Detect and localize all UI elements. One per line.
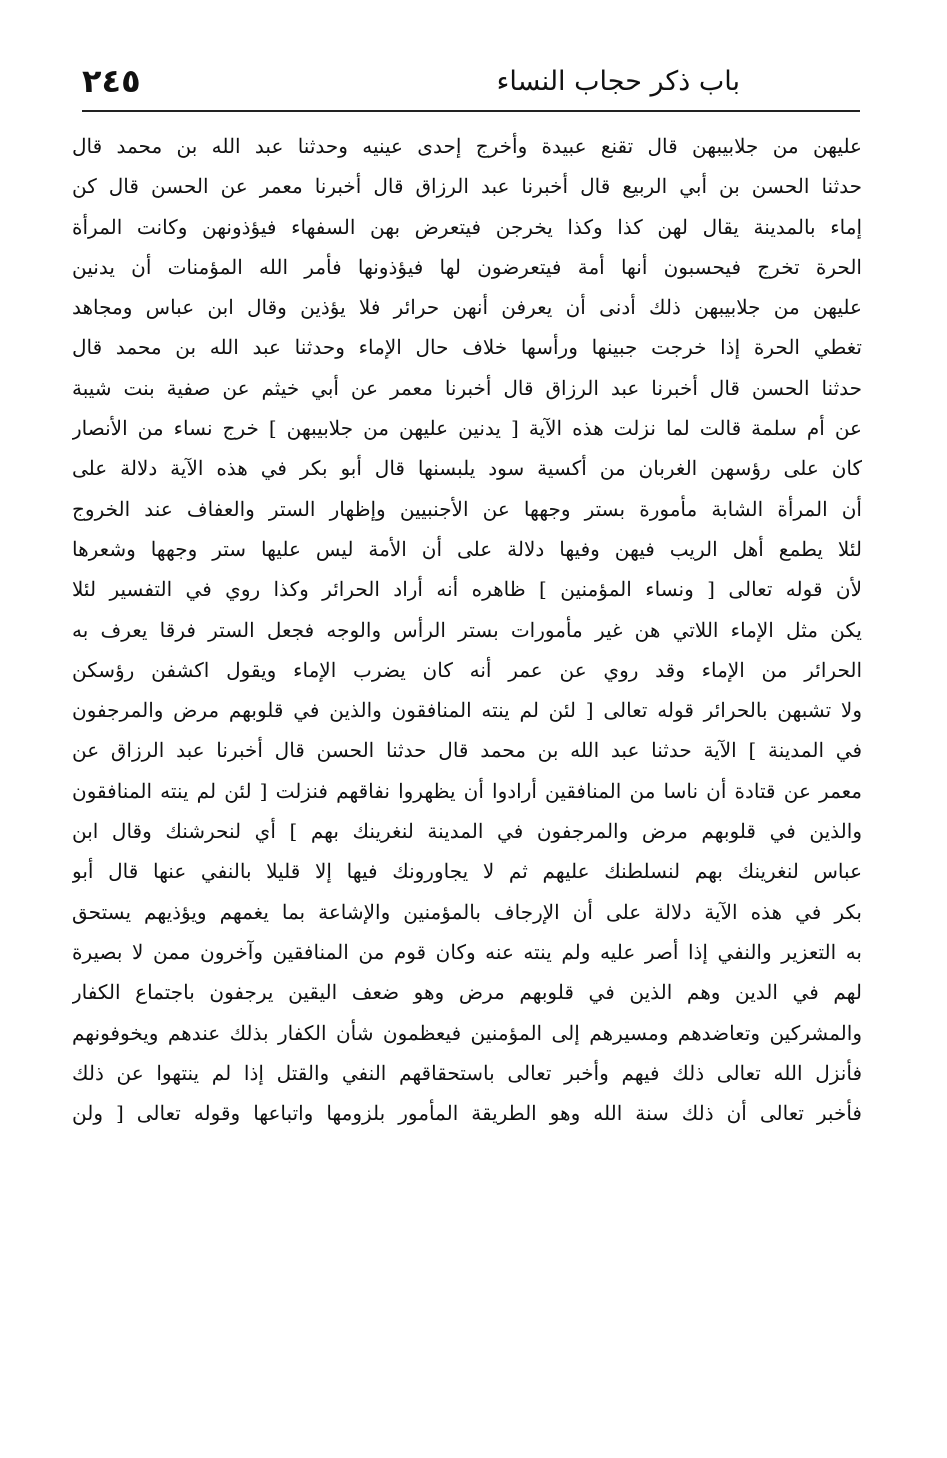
text-line: عليهن من جلابيبهن ذلك أدنى أن يعرفن أنهن حرائر فلا يؤذين وقال ابن عباس ومجاهد [72,295,862,320]
text-line: كان على رؤسهن الغربان من أكسية سود يلبسنها قال أبو بكر في هذه الآية دلالة على [72,456,862,481]
text-line: والذين في قلوبهم مرض والمرجفون في المدينة لنغرينك بهم ] أي لنحرشنك وقال ابن [72,819,862,844]
text-line: يكن مثل الإماء اللاتي هن غير مأمورات بستر الرأس والوجه فجعل الستر فرقا يعرف به [72,617,862,642]
text-line: حدثنا الحسن قال أخبرنا عبد الرزاق قال أخبرنا معمر عن أبي خيثم عن صفية بنت شيبة [72,375,862,400]
text-line: والمشركين وتعاضدهم ومسيرهم إلى المؤمنين فيعظمون شأن الكفار بذلك عندهم ويخوفونهم [72,1020,862,1045]
text-line: إماء بالمدينة يقال لهن كذا وكذا يخرجن فيتعرض بهن السفهاء فيؤذونهن وكانت المرأة [72,214,862,239]
text-line: حدثنا الحسن بن أبي الربيع قال أخبرنا عبد الرزاق قال أخبرنا معمر عن الحسن قال كن [72,174,862,199]
text-line: عباس لنغرينك بهم لنسلطنك عليهم ثم لا يجاورونك فيها إلا قليلا بالنفي عنها قال أبو [72,859,862,884]
header-rule [82,110,860,112]
text-line: فأنزل الله تعالى ذلك فيهم وأخبر تعالى باستحقاقهم النفي والقتل إذا لم ينتهوا عن ذلك [72,1060,862,1085]
text-line: لئلا يطمع أهل الريب فيهن وفيها دلالة على أن الأمة ليس عليها ستر وجهها وشعرها [72,536,862,561]
text-line: لهم في الدين وهم الذين في قلوبهم مرض وهو ضعف اليقين يرجفون باجتماع الكفار [72,980,862,1005]
text-line: عن أم سلمة قالت لما نزلت هذه الآية [ يدنين عليهن من جلابيبهن ] خرج نساء من الأنصار [72,416,862,441]
page-number: ٢٤٥ [82,62,141,100]
text-line: ولا تشبهن بالحرائر قوله تعالى [ لئن لم ينته المنافقون والذين في قلوبهم مرض والمرجفون [72,698,862,723]
text-line: أن المرأة الشابة مأمورة بستر وجهها عن الأجنبيين وإظهار الستر والعفاف عند الخروج [72,496,862,521]
text-line: الحرة تخرج فيحسبون أنها أمة فيتعرضون لها فيؤذونها فأمر الله المؤمنات أن يدنين [72,254,862,279]
text-line: في المدينة ] الآية حدثنا عبد الله بن محمد قال حدثنا الحسن قال أخبرنا عبد الرزاق عن [72,738,862,763]
text-line: الحرائر من الإماء وقد روي عن عمر أنه كان يضرب الإماء ويقول اكشفن رؤسكن [72,657,862,682]
text-line: فأخبر تعالى أن ذلك سنة الله وهو الطريقة المأمور بلزومها واتباعها وقوله تعالى [ ولن [72,1101,862,1126]
text-line: عليهن من جلابيبهن قال تقنع عبيدة وأخرج إحدى عينيه وحدثنا عبد الله بن محمد قال [72,134,862,158]
body-text [72,126,862,1133]
running-title: باب ذكر حجاب النساء [496,66,740,97]
page-header [82,56,860,112]
text-line: لأن قوله تعالى [ ونساء المؤمنين ] ظاهره أنه أراد الحرائر وكذا روي في التفسير لئلا [72,577,862,602]
text-line: به التعزير والنفي إذا أصر عليه ولم ينته عنه وكان قوم من المنافقين وآخرون ممن لا بصيرة [72,939,862,964]
text-line: معمر عن قتادة أن ناسا من المنافقين أرادوا أن يظهروا نفاقهم فنزلت [ لئن لم ينته المنافقون [72,778,862,803]
text-line: تغطي الحرة إذا خرجت جبينها ورأسها خلاف حال الإماء وحدثنا عبد الله بن محمد قال [72,335,862,360]
text-line: بكر في هذه الآية دلالة على أن الإرجاف بالمؤمنين والإشاعة بما يغمهم ويؤذيهم يستحق [72,899,862,924]
